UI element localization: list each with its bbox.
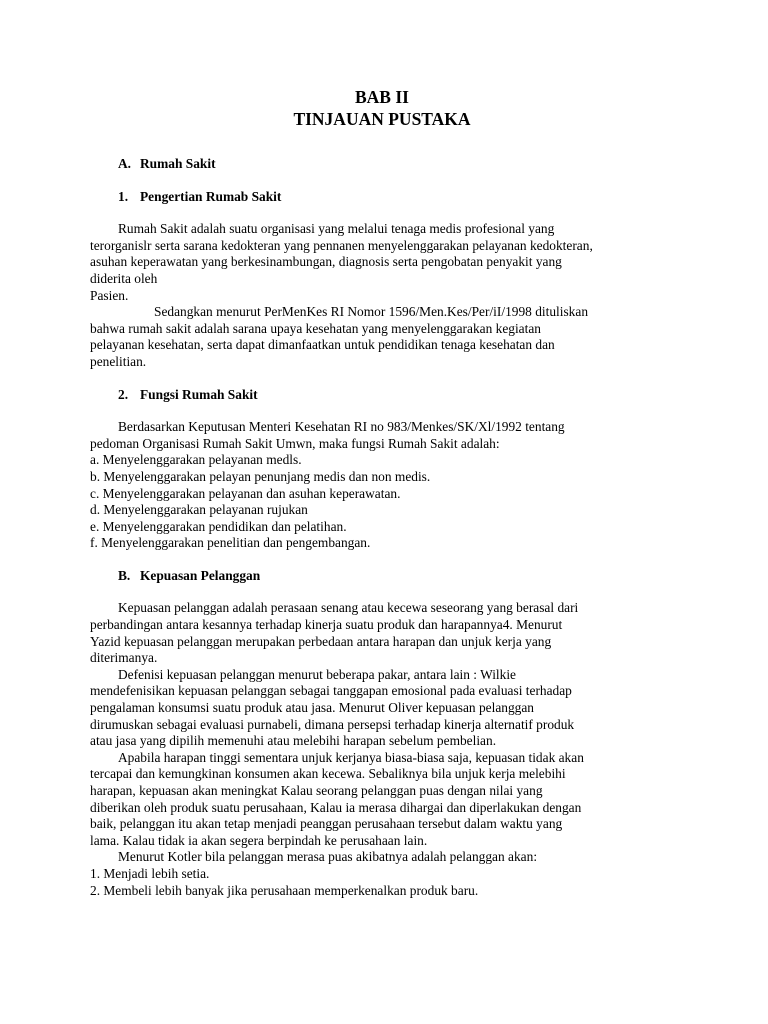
- paragraph-line: terorganislr serta sarana kedokteran yang pennanen menyelenggarakan pelayanan kedokteran,: [90, 237, 593, 253]
- paragraph-line: atau jasa yang dipilih memenuhi atau melebihi harapan sebelum pembelian.: [90, 733, 497, 749]
- list-item: a. Menyelenggarakan pelayanan medls.: [90, 452, 302, 468]
- paragraph-line: Yazid kepuasan pelanggan merupakan perbedaan antara harapan dan unjuk kerja yang: [90, 633, 552, 649]
- subsection-2-number: 2.: [118, 386, 129, 402]
- paragraph-defenisi-pakar: [90, 667, 674, 750]
- paragraph-line: diderita oleh: [90, 270, 158, 286]
- paragraph-line: Sedangkan menurut PerMenKes RI Nomor 1596/Men.Kes/Per/iI/1998 dituliskan: [154, 304, 589, 320]
- paragraph-line: Defenisi kepuasan pelanggan menurut beberapa pakar, antara lain : Wilkie: [118, 666, 516, 682]
- paragraph-kotler: Menurut Kotler bila pelanggan merasa puas akibatnya adalah pelanggan akan:: [118, 849, 538, 865]
- paragraph-line: bahwa rumah sakit adalah sarana upaya kesehatan yang menyelenggarakan kegiatan: [90, 320, 541, 336]
- subsection-1-heading: [90, 189, 674, 206]
- paragraph-line: diberikan oleh produk suatu perusahaan, Kalau ia merasa dihargai dan diperlakukan dengan: [90, 799, 582, 815]
- paragraph-line: diterimanya.: [90, 650, 158, 666]
- paragraph-line: dirumuskan sebagai evaluasi purnabeli, dimana persepsi terhadap kinerja alternatif produk: [90, 716, 575, 732]
- section-b-number: B.: [118, 567, 131, 583]
- section-b-title: Kepuasan Pelanggan: [140, 567, 261, 583]
- paragraph-rumah-sakit-definition: [90, 221, 674, 287]
- list-item: c. Menyelenggarakan pelayanan dan asuhan keperawatan.: [90, 485, 401, 501]
- paragraph-harapan: [90, 750, 674, 850]
- section-a-title: Rumah Sakit: [140, 156, 216, 171]
- list-item: f. Menyelenggarakan penelitian dan pengembangan.: [90, 535, 371, 551]
- paragraph-line: penelitian.: [90, 353, 147, 369]
- paragraph-kepuasan-definition: [90, 600, 674, 666]
- section-b-heading: [90, 568, 674, 585]
- list-item: e. Menyelenggarakan pendidikan dan pelatihan.: [90, 518, 347, 534]
- paragraph-line: harapan, kepuasan akan meningkat Kalau seorang pelanggan puas dengan nilai yang: [90, 783, 543, 798]
- paragraph-line: pelayanan kesehatan, serta dapat dimanfaatkan untuk pendidikan tenaga kesehatan dan: [90, 337, 555, 353]
- paragraph-line: tercapai dan kemungkinan konsumen akan kecewa. Sebaliknya bila unjuk kerja melebihi: [90, 766, 566, 782]
- fungsi-list: [90, 452, 674, 552]
- list-item: 1. Menjadi lebih setia.: [90, 865, 210, 881]
- paragraph-line: baik, pelanggan itu akan tetap menjadi peanggan perusahaan tersebut dalam waktu yang: [90, 816, 563, 832]
- paragraph-line: asuhan keperawatan yang berkesinambungan, diagnosis serta pengobatan penyakit yang: [90, 254, 562, 270]
- subsection-1-title: Pengertian Rumab Sakit: [140, 188, 282, 204]
- paragraph-keputusan-menteri: [90, 419, 674, 452]
- paragraph-line: pedoman Organisasi Rumah Sakit Umwn, maka fungsi Rumah Sakit adalah:: [90, 435, 500, 451]
- paragraph-permenkes: [90, 304, 674, 370]
- paragraph-line: Berdasarkan Keputusan Menteri Kesehatan RI no 983/Menkes/SK/Xl/1992 tentang: [118, 419, 565, 435]
- paragraph-line: Apabila harapan tinggi sementara unjuk kerjanya biasa-biasa saja, kepuasan tidak akan: [118, 749, 584, 765]
- paragraph-line: lama. Kalau tidak ia akan segera berpindah ke perusahaan lain.: [90, 832, 428, 848]
- section-a-heading: [90, 156, 674, 173]
- subsection-1-number: 1.: [118, 188, 129, 204]
- paragraph-line: Rumah Sakit adalah suatu organisasi yang melalui tenaga medis profesional yang: [118, 221, 555, 237]
- list-item: b. Menyelenggarakan pelayan penunjang medis dan non medis.: [90, 468, 431, 484]
- chapter-title: TINJAUAN PUSTAKA: [293, 109, 471, 129]
- subsection-2-title: Fungsi Rumah Sakit: [140, 386, 258, 402]
- subsection-2-heading: [90, 387, 674, 404]
- kotler-list: [90, 866, 674, 899]
- paragraph-line: pengalaman konsumsi suatu produk atau jasa. Menurut Oliver kepuasan pelanggan: [90, 700, 535, 716]
- paragraph-line: Kepuasan pelanggan adalah perasaan senang atau kecewa seseorang yang berasal dari: [118, 600, 579, 616]
- chapter-number: BAB II: [355, 87, 409, 107]
- paragraph-line: perbandingan antara kesannya terhadap kinerja suatu produk dan harapannya4. Menurut: [90, 617, 563, 633]
- section-a-number: A.: [118, 156, 132, 171]
- paragraph-pasien: Pasien.: [90, 287, 129, 303]
- paragraph-line: mendefenisikan kepuasan pelanggan sebagai tanggapan emosional pada evaluasi terhadap: [90, 683, 572, 699]
- list-item: 2. Membeli lebih banyak jika perusahaan memperkenalkan produk baru.: [90, 882, 479, 898]
- list-item: d. Menyelenggarakan pelayanan rujukan: [90, 502, 308, 518]
